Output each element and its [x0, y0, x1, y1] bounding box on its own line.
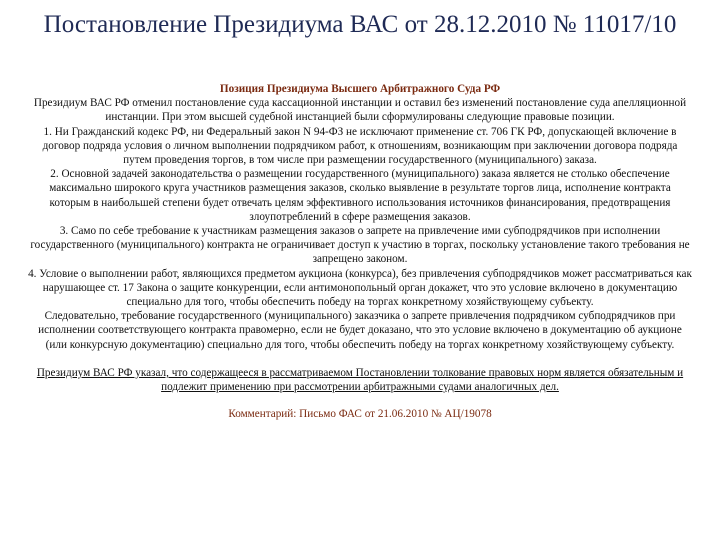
- divider-space: [28, 352, 692, 366]
- document-body: [28, 82, 692, 421]
- paragraph-point-4: 4. Условие о выполнении работ, являющихся предметом аукциона (конкурса), без привлечения субподрядчиков может рассматриваться как нарушающее ст. 17 Закона о защите конкуренции, если антимонопольный орган докажет, что это условие включено в документацию специально для того, чтобы обеспечить победу на торгах конкретному хозяйствующему субъекту.: [28, 267, 692, 309]
- paragraph-point-3: 3. Само по себе требование к участникам размещения заказов о запрете на привлечение ими субподрядчиков при исполнении государственного (муниципального) контракта не ограничивает доступ к участию в торгах, поскольку установление такого требования не запрещено законом.: [30, 225, 690, 266]
- paragraph-consequence: Следовательно, требование государственного (муниципального) заказчика о запрете привлечения подрядчиком субподрядчиков при исполнении соответствующего контракта правомерно, если не будет доказано, что это условие включено в документацию об аукционе (или конкурсную документацию) специально для того, чтобы обеспечить победу на торгах конкретному хозяйствующему субъекту.: [38, 310, 682, 351]
- paragraph-point-2: 2. Основной задачей законодательства о размещении государственного (муниципального) заказа является не столько обеспечение максимально широкого круга участников размещения заказов, сколько выявление в результате торгов лица, исполнение контракта которым в наибольшей степени будет отвечать целям эффективного использования источников финансирования, предотвращения злоупотреблений в сфере размещения заказов.: [49, 168, 671, 223]
- conclusion-text: Президиум ВАС РФ указал, что содержащееся в рассматриваемом Постановлении толкование правовых норм является обязательным и подлежит применению при рассмотрении арбитражными судами аналогичных дел.: [36, 366, 684, 394]
- comment-reference: Комментарий: Письмо ФАС от 21.06.2010 № АЦ/19078: [228, 408, 492, 421]
- paragraph-point-1: 1. Ни Гражданский кодекс РФ, ни Федеральный закон N 94-ФЗ не исключают применение ст. 706 ГК РФ, допускающей включение в договор подряда условия о личном выполнении подрядчиком работ, к отношениям, возникающим при заключении договора подряда путем проведения торгов, в том числе при размещении государственного (муниципального) заказа.: [42, 125, 678, 167]
- paragraph-intro: Президиум ВАС РФ отменил постановление суда кассационной инстанции и оставил без изменений постановление суда апелляционной инстанции. При этом высшей судебной инстанцией были сформулированы следующие правовые позиции.: [33, 97, 687, 124]
- section-heading: Позиция Президиума Высшего Арбитражного Суда РФ: [219, 83, 501, 95]
- page-title: Постановление Президиума ВАС от 28.12.2010 № 11017/10: [43, 11, 677, 38]
